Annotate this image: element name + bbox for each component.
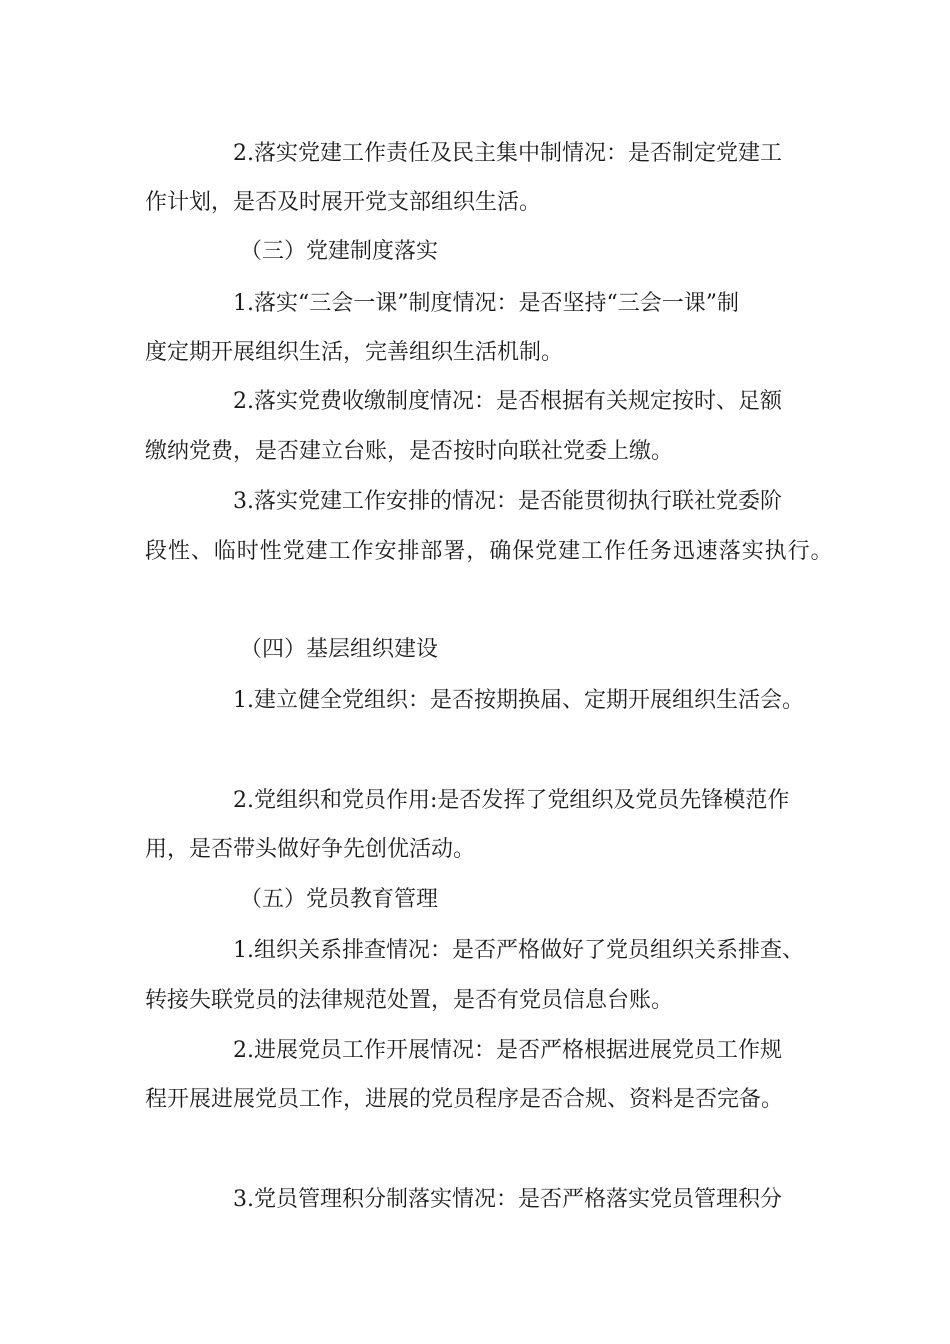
section-heading: （三）党建制度落实 (240, 239, 439, 264)
paragraph-line: 段性、临时性党建工作安排部署，确保党建工作任务迅速落实执行。 (145, 539, 834, 564)
paragraph-line: 程开展进展党员工作，进展的党员程序是否合规、资料是否完备。 (145, 1087, 784, 1112)
paragraph-line: 度定期开展组织生活，完善组织生活机制。 (145, 340, 564, 365)
paragraph-line: 2.落实党建工作责任及民主集中制情况：是否制定党建工 (233, 141, 782, 166)
paragraph-line: 转接失联党员的法律规范处置，是否有党员信息台账。 (145, 988, 674, 1013)
paragraph-line: 作计划，是否及时展开党支部组织生活。 (145, 190, 542, 215)
section-heading: （四）基层组织建设 (240, 637, 439, 662)
paragraph-line: 1.落实“三会一课”制度情况：是否坚持“三会一课”制 (233, 291, 739, 316)
paragraph-line: 1.组织关系排查情况：是否严格做好了党员组织关系排查、 (233, 938, 804, 963)
paragraph-line: 3.落实党建工作安排的情况：是否能贯彻执行联社党委阶 (233, 489, 782, 514)
paragraph-line: 缴纳党费，是否建立台账，是否按时向联社党委上缴。 (145, 439, 674, 464)
paragraph-line: 2.落实党费收缴制度情况：是否根据有关规定按时、足额 (233, 389, 782, 414)
paragraph-line: 1.建立健全党组织：是否按期换届、定期开展组织生活会。 (233, 688, 804, 713)
paragraph-line: 2.进展党员工作开展情况：是否严格根据进展党员工作规 (233, 1038, 782, 1063)
section-heading: （五）党员教育管理 (240, 887, 439, 912)
paragraph-line: 用，是否带头做好争先创优活动。 (145, 837, 476, 862)
paragraph-line: 2.党组织和党员作用:是否发挥了党组织及党员先锋模范作 (233, 788, 790, 813)
paragraph-line: 3.党员管理积分制落实情况：是否严格落实党员管理积分 (233, 1187, 782, 1212)
